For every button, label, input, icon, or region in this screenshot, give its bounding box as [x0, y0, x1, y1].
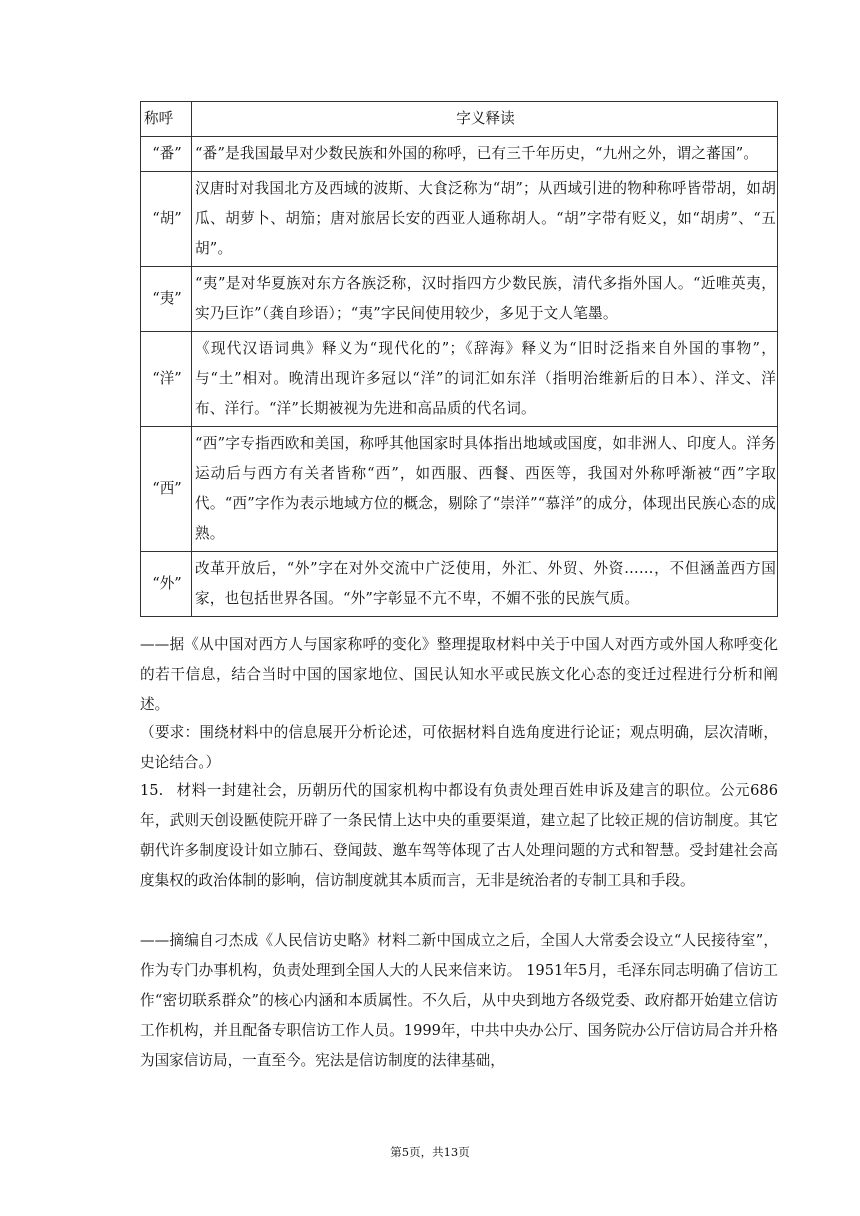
- term-cell: “西”: [141, 427, 192, 552]
- definition-cell: 《现代汉语词典》释义为“现代化的”；《辞海》释义为“旧时泛指来自外国的事物”，与“土”相对。晚清出现许多冠以“洋”的词汇如东洋（指明治维新后的日本）、洋文、洋布、洋行。“洋”长期被视为先进和高品质的代名词。: [192, 332, 778, 427]
- definition-cell: “番”是我国最早对少数民族和外国的称呼，已有三千年历史，“九州之外，谓之蕃国”。: [192, 137, 778, 172]
- page-footer: 第5页，共13页: [390, 1145, 470, 1159]
- terms-table: [140, 101, 778, 617]
- header-term: 称呼: [141, 102, 192, 137]
- term-cell: “番”: [141, 137, 192, 172]
- source-and-task-paragraph: ——据《从中国对西方人与国家称呼的变化》整理提取材料中关于中国人对西方或外国人称呼变化的若干信息，结合当时中国的国家地位、国民认知水平或民族文化心态的变迁过程进行分析和阐述。: [140, 636, 778, 713]
- requirement-paragraph: （要求：围绕材料中的信息展开分析论述，可依据材料自选角度进行论证；观点明确，层次清晰，史论结合。）: [140, 724, 778, 771]
- table-row: [141, 137, 778, 172]
- table-row: [141, 332, 778, 427]
- header-definition: 字义释读: [192, 102, 778, 137]
- term-cell: “洋”: [141, 332, 192, 427]
- definition-cell: “夷”是对华夏族对东方各族泛称，汉时指四方少数民族，清代多指外国人。“近唯英夷，实乃巨诈”（龚自珍语）；“夷”字民间使用较少，多见于文人笔墨。: [192, 267, 778, 332]
- definition-cell: 改革开放后，“外”字在对外交流中广泛使用，外汇、外贸、外资……，不但涵盖西方国家，也包括世界各国。“外”字彰显不亢不卑，不媚不张的民族气质。: [192, 552, 778, 617]
- definition-cell: 汉唐时对我国北方及西域的波斯、大食泛称为“胡”；从西域引进的物种称呼皆带胡，如胡瓜、胡萝卜、胡笳；唐对旅居长安的西亚人通称胡人。“胡”字带有贬义，如“胡虏”、“五胡”。: [192, 172, 778, 267]
- table-row: [141, 172, 778, 267]
- question-15-material-2: ——摘编自刁杰成《人民信访史略》材料二新中国成立之后，全国人大常委会设立“人民接待室”，作为专门办事机构，负责处理到全国人大的人民来信来访。 1951年5月，毛泽东同志明确了信访工作“密切联系群众”的核心内涵和本质属性。不久后，从中央到地方各级党委、政府都开始建立信访工作机构，并且配备专职信访工作人员。1999年，中共中央办公厅、国务院办公厅信访局合并升格为国家信访局，一直至今。宪法是信访制度的法律基础，: [140, 932, 778, 1069]
- question-number: 15.: [140, 782, 164, 799]
- question-15-material-1: [140, 776, 778, 896]
- table-header-row: [141, 102, 778, 137]
- table-row: [141, 427, 778, 552]
- term-cell: “外”: [141, 552, 192, 617]
- table-row: [141, 267, 778, 332]
- term-cell: “胡”: [141, 172, 192, 267]
- definition-cell: “西”字专指西欧和美国，称呼其他国家时具体指出地域或国度，如非洲人、印度人。洋务运动后与西方有关者皆称“西”，如西服、西餐、西医等，我国对外称呼渐被“西”字取代。“西”字作为表示地域方位的概念，剔除了“崇洋”“慕洋”的成分，体现出民族心态的成熟。: [192, 427, 778, 552]
- table-row: [141, 552, 778, 617]
- material-1-text: 材料一封建社会，历朝历代的国家机构中都设有负责处理百姓申诉及建言的职位。公元686年，武则天创设匦使院开辟了一条民情上达中央的重要渠道，建立起了比较正规的信访制度。其它朝代许多制度设计如立肺石、登闻鼓、邀车驾等体现了古人处理问题的方式和智慧。受封建社会高度集权的政治体制的影响，信访制度就其本质而言，无非是统治者的专制工具和手段。: [140, 782, 778, 889]
- term-cell: “夷”: [141, 267, 192, 332]
